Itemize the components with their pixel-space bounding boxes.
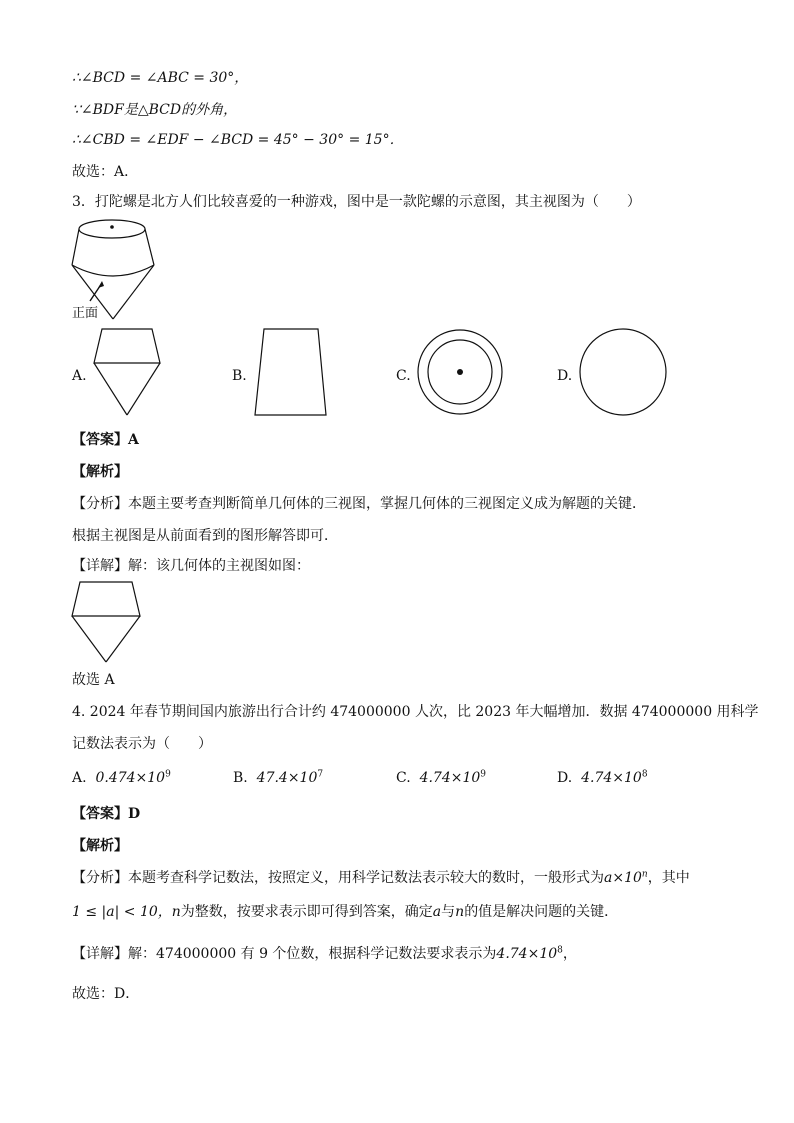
front-label: 正面 xyxy=(72,306,99,321)
q4-option-a: A. $0.474\times 10^9$ xyxy=(72,769,171,786)
q4-option-b: B. $47.4\times 10^7$ xyxy=(233,769,324,786)
option-c-label: C. xyxy=(396,368,411,384)
detail-4: 【详解】解：474000000 有 9 个位数，根据科学记数法要求表示为$4.74\times 10^8$， xyxy=(72,945,577,962)
question-4-line-2: 记数法表示为（ ） xyxy=(72,736,212,752)
option-a-figure xyxy=(90,327,170,422)
q4-option-c: C. $4.74\times 10^9$ xyxy=(396,769,487,786)
proof-line-1: ∴∠BCD = ∠ABC = 30°， xyxy=(72,70,249,86)
select-answer-3: 故选 A xyxy=(72,672,115,688)
proof-line-3: ∴∠CBD = ∠EDF − ∠BCD = 45° − 30° = 15°． xyxy=(72,132,404,148)
question-3-text: 3．打陀螺是北方人们比较喜爱的一种游戏，图中是一款陀螺的示意图，其主视图为（ ） xyxy=(72,194,641,210)
option-b-label: B. xyxy=(232,368,247,384)
analysis-heading-3: 【解析】 xyxy=(72,464,128,480)
option-d-figure xyxy=(578,327,673,422)
answer-3: 【答案】A xyxy=(72,432,139,448)
option-c-figure xyxy=(415,327,510,422)
option-b-figure xyxy=(250,327,330,422)
proof-line-2: ∵∠BDF是△BCD的外角， xyxy=(72,102,238,118)
option-d-label: D. xyxy=(557,368,573,384)
question-4-line-1: 4. 2024 年春节期间国内旅游出行合计约 474000000 人次，比 2023 年大幅增加．数据 474000000 用科学 xyxy=(72,704,759,720)
select-answer-4: 故选：D． xyxy=(72,986,140,1002)
analysis-heading-4: 【解析】 xyxy=(72,838,128,854)
answer-4: 【答案】D xyxy=(72,806,141,822)
analysis-4-line-1: 【分析】本题考查科学记数法，按照定义，用科学记数法表示较大的数时，一般形式为$a\times 10^n$，其中 xyxy=(72,869,690,886)
analysis-4-line-2: 1 ≤ |a| < 10，n为整数，按要求表示即可得到答案，确定a与n的值是解决问题的关键． xyxy=(72,904,619,920)
analysis-3: 【分析】本题主要考查判断简单几何体的三视图，掌握几何体的三视图定义成为解题的关键． xyxy=(72,496,646,512)
select-answer-2: 故选：A． xyxy=(72,164,139,180)
q4-option-d: D. $4.74\times 10^8$ xyxy=(557,769,648,786)
front-view-figure xyxy=(70,580,150,670)
option-a-label: A. xyxy=(72,368,87,384)
basis-3: 根据主视图是从前面看到的图形解答即可． xyxy=(72,528,338,544)
detail-3: 【详解】解：该几何体的主视图如图： xyxy=(72,558,310,574)
